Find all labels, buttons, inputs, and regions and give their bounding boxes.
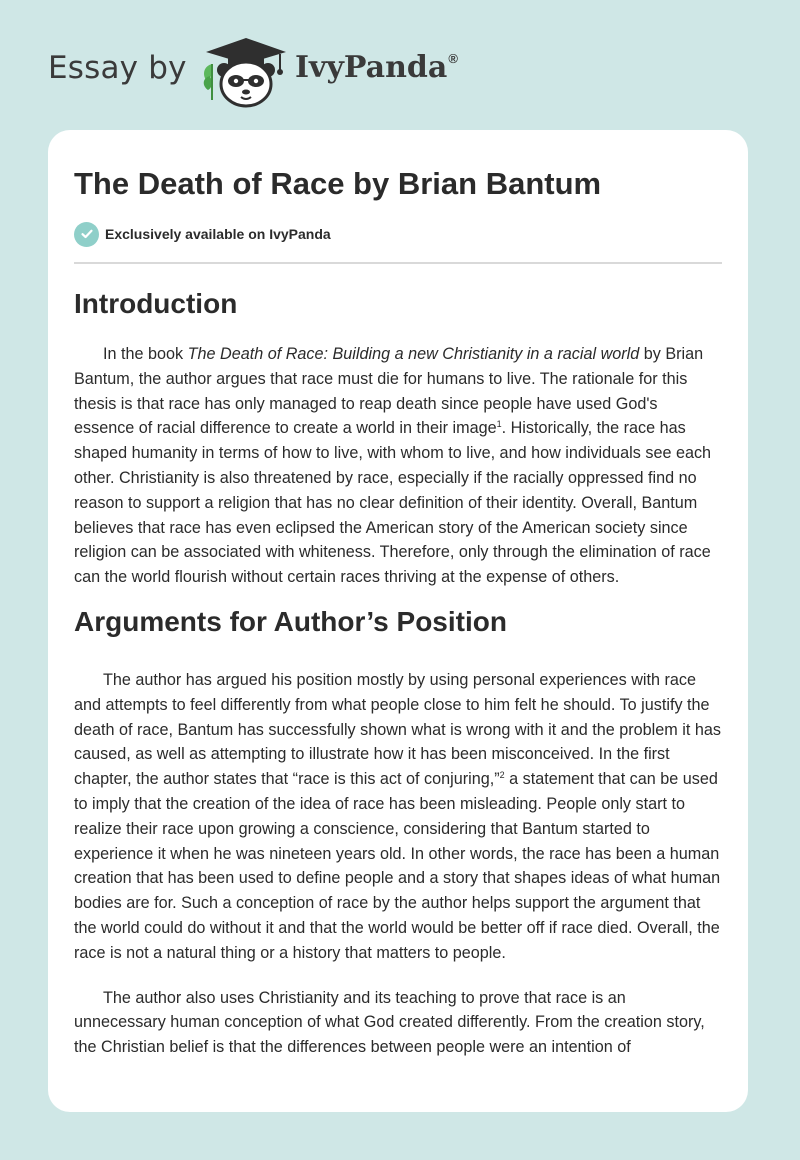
exclusive-badge-label: Exclusively available on IvyPanda [105,226,331,242]
essay-card [48,130,748,1112]
body-paragraph: In the book The Death of Race: Building a new Christianity in a racial world by Brian Bantum, the author argues that race must die for humans to live. The rationale for this thesis is that race has only managed to reap death since people have used God's essence of racial difference to create a world in their image$^1$. Historically, the race has shaped humanity in terms of how to live, with whom to live, and how individuals see each other. Christianity is also threatened by race, especially if the racially oppressed find no reason to support a religion that has no clear definition of their identity. Overall, Bantum believes that race has even eclipsed the American story of the American society since religion can be associated with whiteness. Therefore, only through the elimination of race can the world flourish without certain races thriving at the expense of others. [74,345,712,587]
site-brand[interactable] [48,34,508,108]
exclusive-badge [74,221,722,247]
essay-title: The Death of Race by Brian Bantum [74,166,602,201]
footnote-marker[interactable]: 1 [496,419,502,430]
body-paragraph: The author also uses Christianity and its teaching to prove that race is an unnecessary human conception of what God created differently. From the creation story, the Christian belief is that the differences between people were an intention of [74,988,705,1057]
registered-mark: ® [448,51,458,66]
panda-graduate-logo-icon [200,34,290,108]
footnote-marker[interactable]: 2 [499,770,505,781]
check-circle-icon [74,222,99,247]
book-title: The Death of Race: Building a new Christianity in a racial world [187,345,640,363]
body-paragraph: The author has argued his position mostly by using personal experiences with race and attempts to feel differently from what people close to him felt he should. To justify the death of race, Bantum has successfully shown what is wrong with it and the problem it has caused, as well as attempting to illustrate how it has been misconceived. In the first chapter, the author states that “race is this act of conjuring,”$^2$ a statement that can be used to imply that the creation of the idea of race has been misleading. People only start to realize their race upon growing a conscience, considering that Bantum started to experience it when he was nineteen years old. In other words, the race has been a human creation that has been used to define people and a story that shapes ideas of what human bodies are for. Such a conception of race by the author helps support the argument that the world could do without it and that the world would be better off if race died. Overall, the race is not a natural thing or a history that matters to people. [74,670,721,962]
section-heading-arguments: Arguments for Author’s Position [74,605,507,637]
brand-name: IvyPanda® [295,50,458,85]
brand-prefix: Essay by [48,50,187,86]
title-divider [74,262,722,264]
section-heading-introduction: Introduction [74,288,238,319]
